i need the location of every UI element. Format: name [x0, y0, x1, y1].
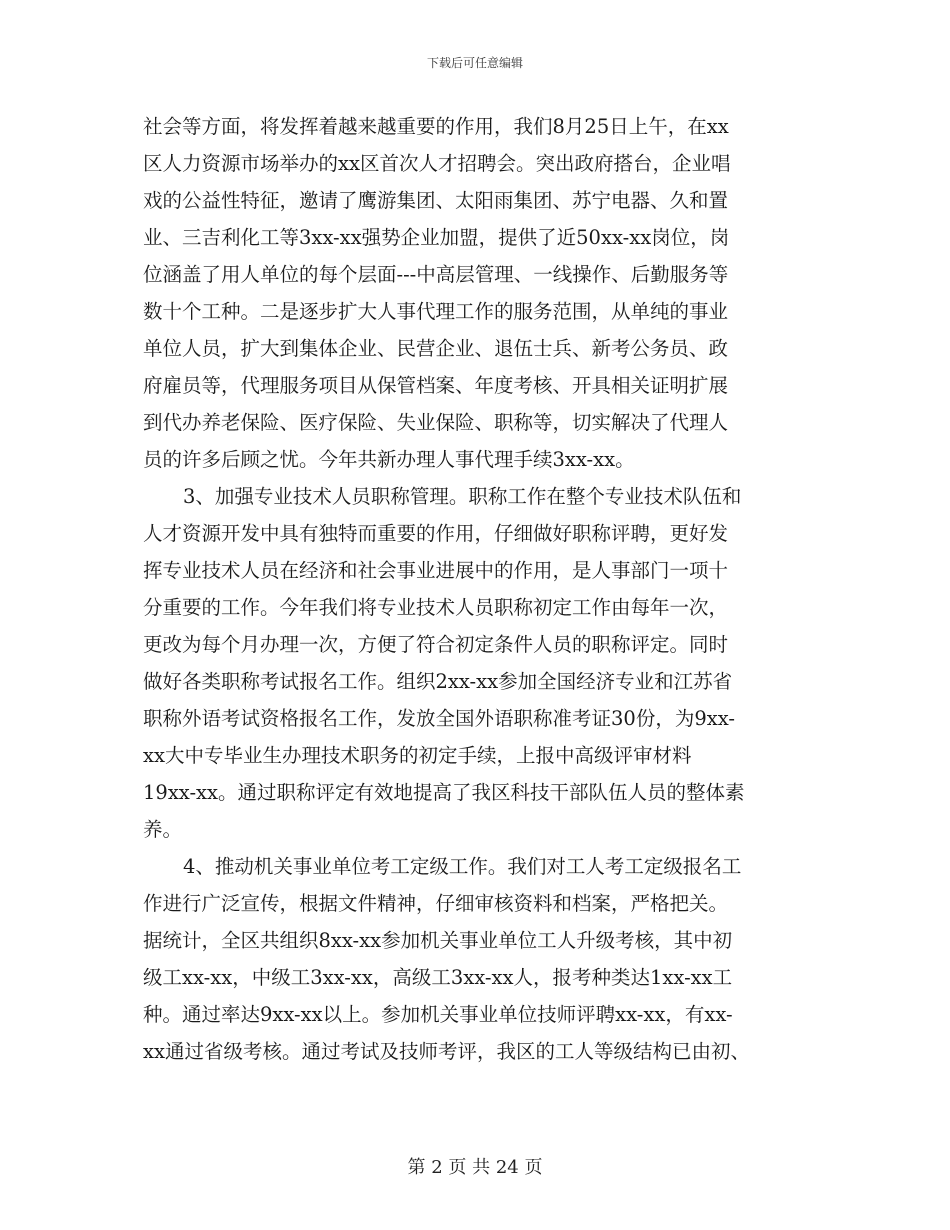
text-line: 种。通过率达9xx-xx以上。参加机关事业单位技师评聘xx-xx，有xx- — [143, 1003, 733, 1026]
text-line: 府雇员等，代理服务项目从保管档案、年度考核、开具相关证明扩展 — [143, 374, 729, 397]
text-line: 人才资源开发中具有独特而重要的作用，仔细做好职称评聘，更好发 — [143, 522, 729, 545]
text-line: 数十个工种。二是逐步扩大人事代理工作的服务范围，从单纯的事业 — [143, 300, 729, 323]
text-line: xx通过省级考核。通过考试及技师考评，我区的工人等级结构已由初、 — [143, 1040, 750, 1063]
text-line: 社会等方面，将发挥着越来越重要的作用，我们8月25日上午，在xx — [143, 115, 729, 138]
text-line: 做好各类职称考试报名工作。组织2xx-xx参加全国经济专业和江苏省 — [143, 670, 733, 693]
paragraph-first-line: 3、加强专业技术人员职称管理。职称工作在整个专业技术队伍和 — [183, 485, 742, 508]
text-line: 19xx-xx。通过职称评定有效地提高了我区科技干部队伍人员的整体素 — [143, 781, 745, 804]
text-line: 据统计，全区共组织8xx-xx参加机关事业单位工人升级考核，其中初 — [143, 929, 733, 952]
text-line: 业、三吉利化工等3xx-xx强势企业加盟，提供了近50xx-xx岗位，岗 — [143, 226, 730, 249]
text-line: 级工xx-xx，中级工3xx-xx，高级工3xx-xx人，报考种类达1xx-xx工 — [143, 966, 733, 989]
text-line: 作进行广泛宣传，根据文件精神，仔细审核资料和档案，严格把关。 — [143, 892, 729, 915]
text-line: 更改为每个月办理一次，方便了符合初定条件人员的职称评定。同时 — [143, 633, 729, 656]
text-line: 到代办养老保险、医疗保险、失业保险、职称等，切实解决了代理人 — [143, 411, 729, 434]
text-line: 戏的公益性特征，邀请了鹰游集团、太阳雨集团、苏宁电器、久和置 — [143, 189, 729, 212]
paragraph-first-line: 4、推动机关事业单位考工定级工作。我们对工人考工定级报名工 — [183, 855, 742, 878]
text-line: xx大中专毕业生办理技术职务的初定手续，上报中高级评审材料 — [143, 744, 692, 767]
text-line: 分重要的工作。今年我们将专业技术人员职称初定工作由每年一次， — [143, 596, 729, 619]
page-header: 下载后可任意编辑 — [426, 56, 523, 70]
text-line: 区人力资源市场举办的xx区首次人才招聘会。突出政府搭台，企业唱 — [143, 152, 731, 175]
text-line: 职称外语考试资格报名工作，发放全国外语职称准考证30份，为9xx- — [143, 707, 735, 730]
text-line: 位涵盖了用人单位的每个层面---中高层管理、一线操作、后勤服务等 — [143, 263, 729, 286]
text-line: 单位人员，扩大到集体企业、民营企业、退伍士兵、新考公务员、政 — [143, 337, 729, 360]
page-footer: 第 2 页 共 24 页 — [407, 1157, 543, 1178]
text-line: 员的许多后顾之忧。今年共新办理人事代理手续3xx-xx。 — [143, 448, 635, 471]
text-line: 养。 — [143, 818, 183, 841]
text-line: 挥专业技术人员在经济和社会事业进展中的作用，是人事部门一项十 — [143, 559, 729, 582]
